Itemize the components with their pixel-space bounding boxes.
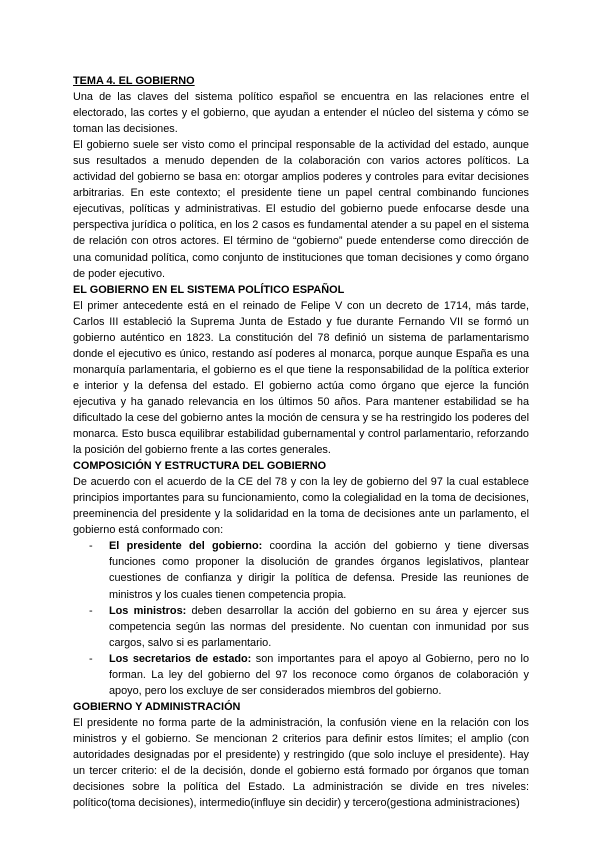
document-title: TEMA 4. EL GOBIERNO	[73, 75, 195, 87]
list-item-term: El presidente del gobierno:	[109, 540, 263, 553]
list-item-text: coordina la acción del gobierno y tiene diversas funciones como proponer la disolución de grandes órganos legislativos, plantear cuestiones de confianza y dirigir la política de defensa. Preside las reuniones de ministros y los cuales tienen competencia propia.	[109, 540, 529, 601]
section-paragraph-composicion: De acuerdo con el acuerdo de la CE del 78 y con la ley de gobierno del 97 la cual establece principios importantes para su funcionamiento, como la colegialidad en la toma de decisiones, preeminencia del presidente y la solidaridad en la toma de decisiones ante un parlamento, el gobierno está conformado con:	[73, 476, 529, 537]
section-heading-administracion: GOBIERNO Y ADMINISTRACIÓN	[73, 700, 241, 713]
list-item-term: Los secretarios de estado:	[109, 652, 252, 665]
intro-paragraph-1: Una de las claves del sistema político español se encuentra en las relaciones entre el electorado, las cortes y el gobierno, que ayudan a entender el núcleo del sistema y cómo se toman las decisiones.	[73, 91, 529, 136]
list-item-text: deben desarrollar la acción del gobierno en su área y ejercer sus competencia según las normas del presidente. No cuentan con inmunidad por sus cargos, salvo si es parlamentario.	[109, 604, 529, 649]
section-heading-gobierno-sistema: EL GOBIERNO EN EL SISTEMA POLÍTICO ESPAÑOL	[73, 283, 345, 296]
list-item-ministros	[109, 603, 529, 651]
document-body	[73, 73, 529, 811]
list-item-term: Los ministros:	[109, 604, 187, 617]
section-heading-composicion: COMPOSICIÓN Y ESTRUCTURA DEL GOBIERNO	[73, 460, 327, 473]
list-item-presidente	[109, 538, 529, 602]
intro-paragraph-2: El gobierno suele ser visto como el principal responsable de la actividad del estado, aunque sus resultados a menudo dependen de la colaboración con varios actores políticos. La actividad del gobierno se basa en: otorgar amplios poderes y controles para evitar decisiones arbitrarias. En este contexto; el presidente tiene un papel central combinando funciones ejecutivas, políticas y administrativas. El estudio del gobierno puede enfocarse desde una perspectiva jurídica o política, en los 2 casos es fundamental atender a su papel en el sistema de relación con otros actores. El término de “gobierno” puede entenderse como dirección de una comunidad política, como conjunto de instituciones que toman decisiones y como órgano de poder ejecutivo.	[73, 139, 529, 280]
list-item-text: son importantes para el apoyo al Gobierno, pero no lo forman. La ley del gobierno del 97 los reconoce como órganos de colaboración y apoyo, pero los excluye de ser considerados miembros del gobierno.	[109, 652, 530, 697]
composition-list	[73, 538, 529, 698]
section-paragraph-administracion: El presidente no forma parte de la administración, la confusión viene en la relación con los ministros y el gobierno. Se mencionan 2 criterios para definir estos límites; el amplio (con autoridades designadas por el presidente) y restringido (que solo incluye el presidente). Hay un tercer criterio: el de la decisión, donde el gobierno está formado por órganos que toman decisiones sobre la política del Estado. La administración se divide en tres niveles: político(toma decisiones), intermedio(influye sin decidir) y tercero(gestiona administraciones)	[73, 716, 529, 810]
list-item-secretarios	[109, 651, 529, 699]
section-paragraph-gobierno-sistema: El primer antecedente está en el reinado de Felipe V con un decreto de 1714, más tarde, Carlos III estableció la Suprema Junta de Estado y fue durante Fernando VII se formó un gobierno auténtico en 1823. La constitución del 78 definió un sistema de parlamentarismo donde el ejecutivo es único, restando así poderes al monarca, porque aunque España es una monarquía parlamentaria, el gobierno es el que tiene la responsabilidad de la política exterior e interior y la defensa del estado. El gobierno actúa como órgano que ejerce la función ejecutiva y ha ganado relevancia en los últimos 50 años. Para mantener estabilidad se ha dificultado la cese del gobierno antes la moción de censura y se ha restringido los poderes del monarca. Esto busca equilibrar estabilidad gubernamental y control parlamentario, reforzando la posición del gobierno frente a las cortes generales.	[73, 299, 529, 457]
